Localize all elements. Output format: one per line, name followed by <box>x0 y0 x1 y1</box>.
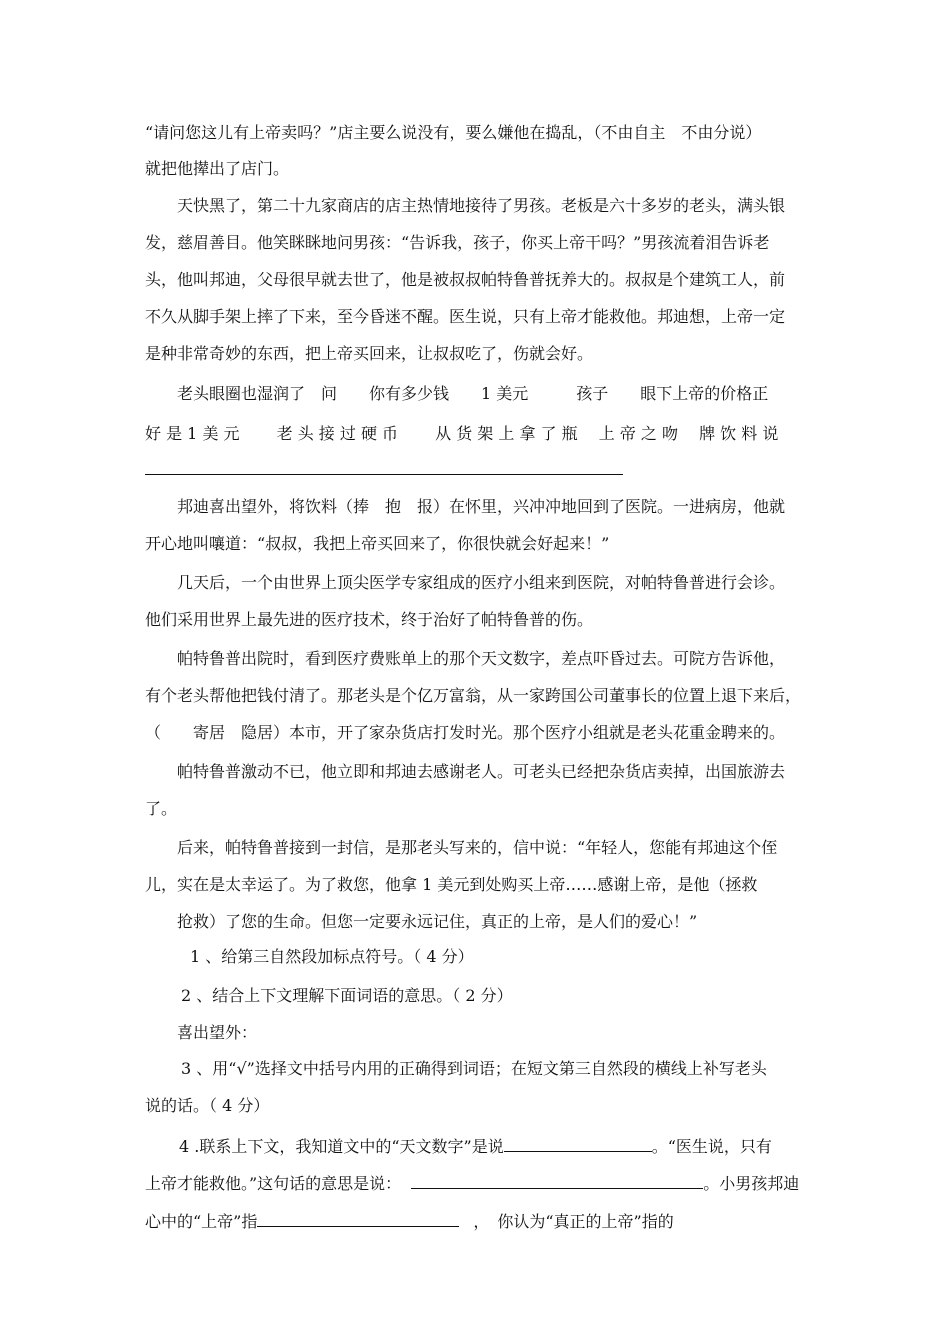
answer-blank[interactable] <box>257 1210 459 1227</box>
question-1: 1 、给第三自然段加标点符号。（ 4 分） <box>190 947 474 966</box>
paragraph-3-line: 是种非常奇妙的东西，把上帝买回来，让叔叔吃了，伤就会好。 <box>145 344 594 363</box>
paragraph-8-line: 帕特鲁普激动不已，他立即和邦迪去感谢老人。可老头已经把杂货店卖掉，出国旅游去 <box>177 762 786 781</box>
paragraph-9-line: 儿，实在是太幸运了。为了救您，他拿 1 美元到处购买上帝……感谢上帝，是他（拯救 <box>145 875 758 894</box>
question-4-text: 上帝才能救他。”这句话的意思是说： <box>145 1174 402 1193</box>
question-4-text: 。小男孩邦迪 <box>703 1174 800 1193</box>
paragraph-3-line: 天快黑了，第二十九家商店的店主热情地接待了男孩。老板是六十多岁的老头，满头银 <box>177 196 786 215</box>
paragraph-7-line: 帕特鲁普出院时，看到医疗费账单上的那个天文数字，差点吓昏过去。可院方告诉他， <box>177 649 786 668</box>
paragraph-8-line: 了。 <box>145 799 178 818</box>
question-3-line: 说的话。（ 4 分） <box>145 1096 270 1115</box>
question-4-text: 。“医生说，只有 <box>651 1137 772 1156</box>
text-line: 就把他撵出了店门。 <box>145 159 290 178</box>
paragraph-7-line: （ 寄居 隐居）本市，开了家杂货店打发时光。那个医疗小组就是老头花重金聘来的。 <box>145 723 786 742</box>
question-4-text: 心中的“上帝”指 <box>145 1212 258 1231</box>
paragraph-3-line: 头，他叫邦迪，父母很早就去世了，他是被叔叔帕特鲁普抚养大的。叔叔是个建筑工人，前 <box>145 270 786 289</box>
question-2-word: 喜出望外： <box>177 1023 258 1042</box>
paragraph-3-line: 发，慈眉善目。他笑眯眯地问男孩：“告诉我，孩子，你买上帝干吗？”男孩流着泪告诉老 <box>145 233 770 252</box>
question-2: 2 、结合上下文理解下面词语的意思。（ 2 分） <box>181 986 513 1005</box>
question-4-line <box>179 1135 772 1157</box>
answer-blank-line[interactable] <box>145 474 623 475</box>
paragraph-9-line: 后来，帕特鲁普接到一封信，是那老头写来的，信中说：“年轻人，您能有邦迪这个侄 <box>177 838 778 857</box>
paragraph-9-line: 抢救）了您的生命。但您一定要永远记住，真正的上帝，是人们的爱心！” <box>177 912 698 931</box>
question-4-text: 4 .联系上下文，我知道文中的“天文数字”是说 <box>179 1137 504 1156</box>
answer-blank[interactable] <box>411 1172 703 1189</box>
paragraph-3-line: 不久从脚手架上摔了下来，至今昏迷不醒。医生说，只有上帝才能救他。邦迪想，上帝一定 <box>145 307 786 326</box>
paragraph-5-line: 邦迪喜出望外，将饮料（捧 抱 报）在怀里，兴冲冲地回到了医院。一进病房，他就 <box>177 497 786 516</box>
paragraph-6-line: 他们采用世界上最先进的医疗技术，终于治好了帕特鲁普的伤。 <box>145 610 594 629</box>
paragraph-4-line: 老头眼圈也湿润了 问 你有多少钱 1 美元 孩子 眼下上帝的价格正 <box>177 384 769 403</box>
paragraph-6-line: 几天后，一个由世界上顶尖医学专家组成的医疗小组来到医院，对帕特鲁普进行会诊。 <box>177 573 786 592</box>
question-4-line <box>145 1172 799 1194</box>
question-3-line: 3 、用“√”选择文中括号内用的正确得到词语；在短文第三自然段的横线上补写老头 <box>181 1059 767 1078</box>
paragraph-4-line: 好 是 1 美 元 老 头 接 过 硬 币 从 货 架 上 拿 了 瓶 上 帝 之 吻 牌 饮 料 说 <box>145 424 779 443</box>
answer-blank[interactable] <box>504 1135 652 1152</box>
question-4-line <box>145 1210 674 1232</box>
paragraph-7-line: 有个老头帮他把钱付清了。那老头是个亿万富翁，从一家跨国公司董事长的位置上退下来后， <box>145 686 802 705</box>
question-4-text: ， 你认为“真正的上帝”指的 <box>473 1212 674 1231</box>
paragraph-5-line: 开心地叫嚷道：“叔叔，我把上帝买回来了，你很快就会好起来！” <box>145 534 610 553</box>
text-line: “请问您这儿有上帝卖吗？”店主要么说没有，要么嫌他在捣乱，（不由自主 不由分说） <box>145 123 762 142</box>
